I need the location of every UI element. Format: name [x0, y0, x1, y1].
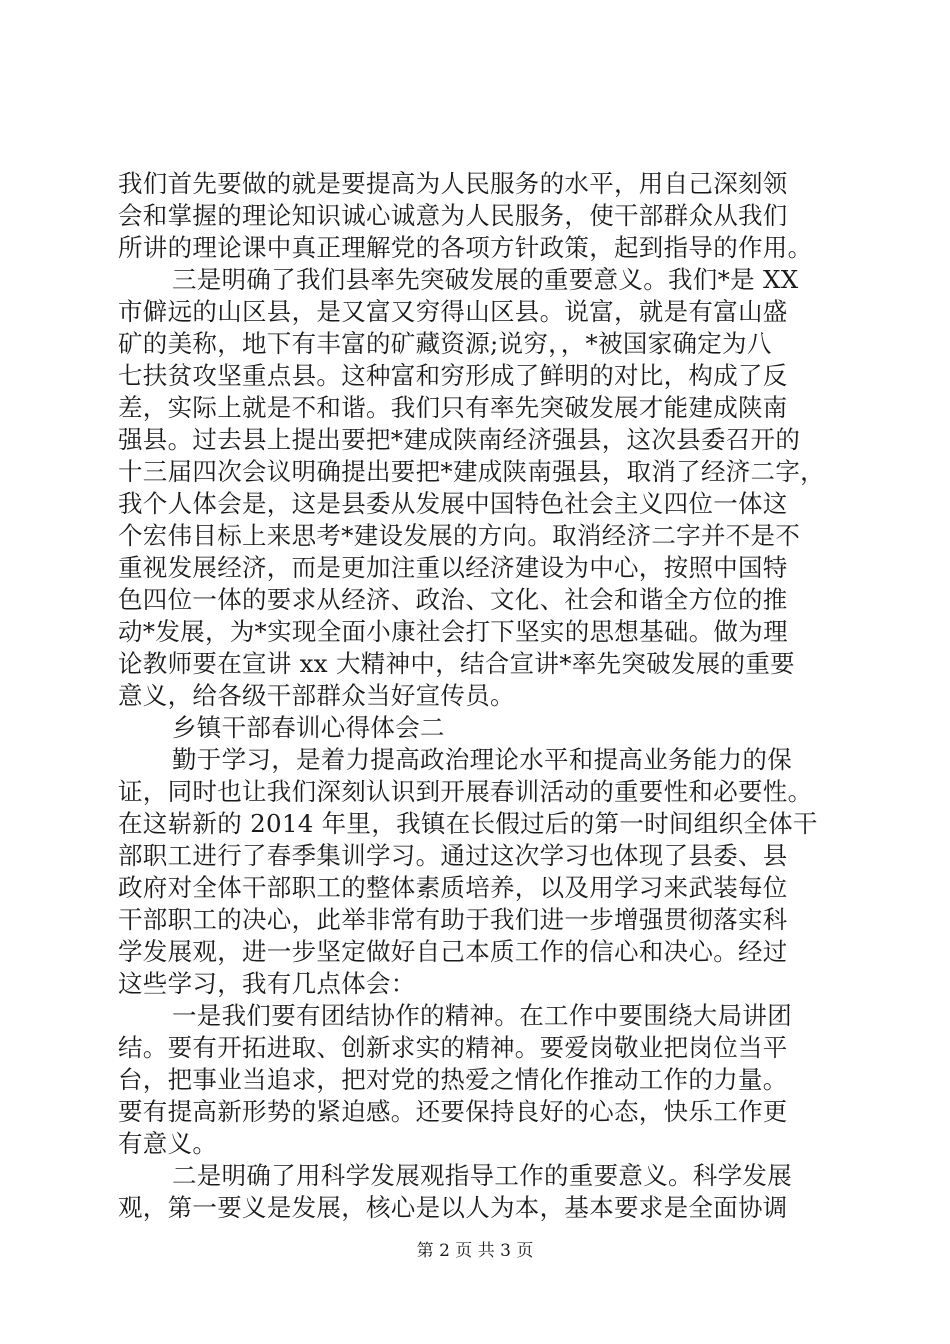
text-line: 有意义。 [118, 1129, 218, 1158]
text-line: 会和掌握的理论知识诚心诚意为人民服务，使干部群众从我们 [118, 201, 788, 230]
text-line: 动*发展，为*实现全面小康社会打下坚实的思想基础。做为理 [118, 617, 788, 646]
text-line: 色四位一体的要求从经济、政治、文化、社会和谐全方位的推 [118, 585, 788, 614]
text-line: 要有提高新形势的紧迫感。还要保持良好的心态，快乐工作更 [118, 1097, 788, 1126]
text-line: 结。要有开拓进取、创新求实的精神。要爱岗敬业把岗位当平 [118, 1033, 788, 1062]
text-line: 差，实际上就是不和谐。我们只有率先突破发展才能建成陕南 [118, 393, 788, 422]
page-footer: 第 2 页 共 3 页 [416, 1241, 534, 1261]
text-line: 台，把事业当追求，把对党的热爱之情化作推动工作的力量。 [118, 1065, 788, 1094]
text-line: 论教师要在宣讲 xx 大精神中，结合宣讲*率先突破发展的重要 [118, 649, 795, 678]
text-line: 乡镇干部春训心得体会二 [172, 713, 445, 742]
text-line: 观，第一要义是发展，核心是以人为本，基本要求是全面协调 [118, 1193, 788, 1222]
text-line: 我们首先要做的就是要提高为人民服务的水平，用自己深刻领 [118, 169, 788, 198]
text-line: 政府对全体干部职工的整体素质培养，以及用学习来武装每位 [118, 873, 788, 902]
text-line: 意义，给各级干部群众当好宣传员。 [118, 681, 515, 710]
text-line: 三是明确了我们县率先突破发展的重要意义。我们*是 XX [172, 265, 799, 294]
text-line: 这些学习，我有几点体会： [118, 969, 416, 998]
text-line: 在这崭新的 2014 年里，我镇在长假过后的第一时间组织全体干 [118, 809, 818, 838]
text-line: 七扶贫攻坚重点县。这种富和穷形成了鲜明的对比，构成了反 [118, 361, 788, 390]
text-line: 一是我们要有团结协作的精神。在工作中要围绕大局讲团 [172, 1001, 792, 1030]
text-line: 证，同时也让我们深刻认识到开展春训活动的重要性和必要性。 [118, 777, 813, 806]
text-line: 我个人体会是，这是县委从发展中国特色社会主义四位一体这 [118, 489, 788, 518]
text-line: 市僻远的山区县，是又富又穷得山区县。说富，就是有富山盛 [118, 297, 788, 326]
text-line: 学发展观，进一步坚定做好自己本质工作的信心和决心。经过 [118, 937, 788, 966]
text-line: 干部职工的决心，此举非常有助于我们进一步增强贯彻落实科 [118, 905, 788, 934]
text-line: 勤于学习，是着力提高政治理论水平和提高业务能力的保 [172, 745, 792, 774]
text-line: 十三届四次会议明确提出要把*建成陕南强县，取消了经济二字， [118, 457, 825, 486]
text-line: 二是明确了用科学发展观指导工作的重要意义。科学发展 [172, 1161, 792, 1190]
text-line: 部职工进行了春季集训学习。通过这次学习也体现了县委、县 [118, 841, 788, 870]
text-line: 个宏伟目标上来思考*建设发展的方向。取消经济二字并不是不 [118, 521, 801, 550]
text-line: 所讲的理论课中真正理解党的各项方针政策，起到指导的作用。 [118, 233, 813, 262]
text-line: 矿的美称，地下有丰富的矿藏资源;说穷，，*被国家确定为八 [118, 329, 772, 358]
document-body [118, 168, 838, 1224]
text-line: 重视发展经济，而是更加注重以经济建设为中心，按照中国特 [118, 553, 788, 582]
text-line: 强县。过去县上提出要把*建成陕南经济强县，这次县委召开的 [118, 425, 801, 454]
